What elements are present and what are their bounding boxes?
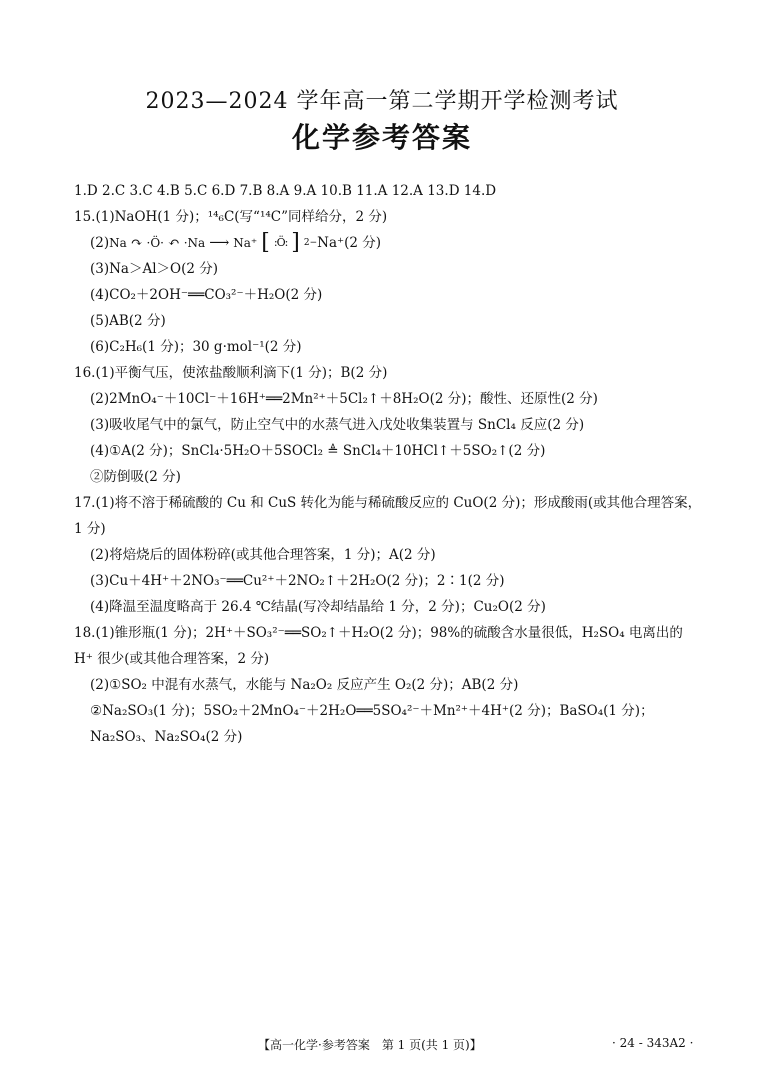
choice-answers: 1.D 2.C 3.C 4.B 5.C 6.D 7.B 8.A 9.A 10.B 11.A 12.A 13.D 14.D: [74, 183, 497, 199]
q15-part5: (5)AB(2 分): [90, 313, 166, 329]
q16-part2: (2)2MnO₄⁻＋10Cl⁻＋16H⁺══2Mn²⁺＋5Cl₂↑＋8H₂O(2 分)；酸性、还原性(2 分): [90, 391, 598, 407]
footer-page-info: 【高一化学·参考答案 第 1 页(共 1 页)】: [258, 1038, 482, 1052]
electron-formation-diagram: Na ↷ ·Ö· ↶ ·Na ⟶ Na⁺ [ :Ö: ] 2−: [109, 230, 318, 255]
bracket-icon: [: [261, 230, 270, 255]
q17-part4: (4)降温至温度略高于 26.4 ℃结晶(写冷却结晶给 1 分，2 分)；Cu₂O(2 分): [90, 599, 546, 615]
q15-part3: (3)Na＞Al＞O(2 分): [90, 261, 219, 277]
curved-arrow-icon: ↷: [130, 235, 143, 251]
q16-part1: 16.(1)平衡气压，使浓盐酸顺利滴下(1 分)；B(2 分): [74, 365, 388, 381]
bracket-icon: ]: [291, 230, 300, 255]
q16-part4b: ②防倒吸(2 分): [90, 469, 181, 485]
exam-title: 2023—2024 学年高一第二学期开学检测考试: [145, 89, 619, 114]
q17-part3: (3)Cu＋4H⁺＋2NO₃⁻══Cu²⁺＋2NO₂↑＋2H₂O(2 分)；2∶1(2 分): [90, 573, 505, 589]
footer-code: · 24 - 343A2 ·: [612, 1036, 694, 1050]
answer-content: [74, 178, 704, 750]
q15-part2-score: Na⁺(2 分): [317, 235, 382, 251]
q17-part2: (2)将焙烧后的固体粉碎(或其他合理答案，1 分)；A(2 分): [90, 547, 436, 563]
page-title: 化学参考答案: [291, 121, 472, 154]
right-arrow-icon: ⟶: [209, 235, 230, 251]
q18-part3: ②Na₂SO₃(1 分)；5SO₂＋2MnO₄⁻＋2H₂O══5SO₄²⁻＋Mn²⁺＋4H⁺(2 分)；BaSO₄(1 分)；Na₂SO₃、Na₂SO₄(2 分): [90, 703, 654, 745]
q16-part3: (3)吸收尾气中的氯气，防止空气中的水蒸气进入戊处收集装置与 SnCl₄ 反应(2 分): [90, 417, 585, 433]
q15-part4: (4)CO₂＋2OH⁻══CO₃²⁻＋H₂O(2 分): [90, 287, 323, 303]
q17-part1: 17.(1)将不溶于稀硫酸的 Cu 和 CuS 转化为能与稀硫酸反应的 CuO(2 分)；形成酸雨(或其他合理答案，1 分): [74, 495, 702, 537]
curved-arrow-icon: ↶: [167, 235, 180, 251]
q15-part6: (6)C₂H₆(1 分)；30 g·mol⁻¹(2 分): [90, 339, 302, 355]
q16-part4: (4)①A(2 分)；SnCl₄·5H₂O＋5SOCl₂ ≜ SnCl₄＋10HCl↑＋5SO₂↑(2 分): [90, 443, 546, 459]
q15-part2: (2)Na ↷ ·Ö· ↶ ·Na ⟶ Na⁺ [ :Ö: ] 2− Na⁺(2 分): [90, 230, 382, 255]
q18-part1: 18.(1)锥形瓶(1 分)；2H⁺＋SO₃²⁻══SO₂↑＋H₂O(2 分)；98%的硫酸含水量很低，H₂SO₄ 电离出的 H⁺ 很少(或其他合理答案，2 分): [74, 625, 683, 667]
q15-part1: 15.(1)NaOH(1 分)；¹⁴₆C(写“¹⁴C”同样给分，2 分): [74, 209, 388, 225]
q18-part2: (2)①SO₂ 中混有水蒸气，水能与 Na₂O₂ 反应产生 O₂(2 分)；AB(2 分): [90, 677, 519, 693]
